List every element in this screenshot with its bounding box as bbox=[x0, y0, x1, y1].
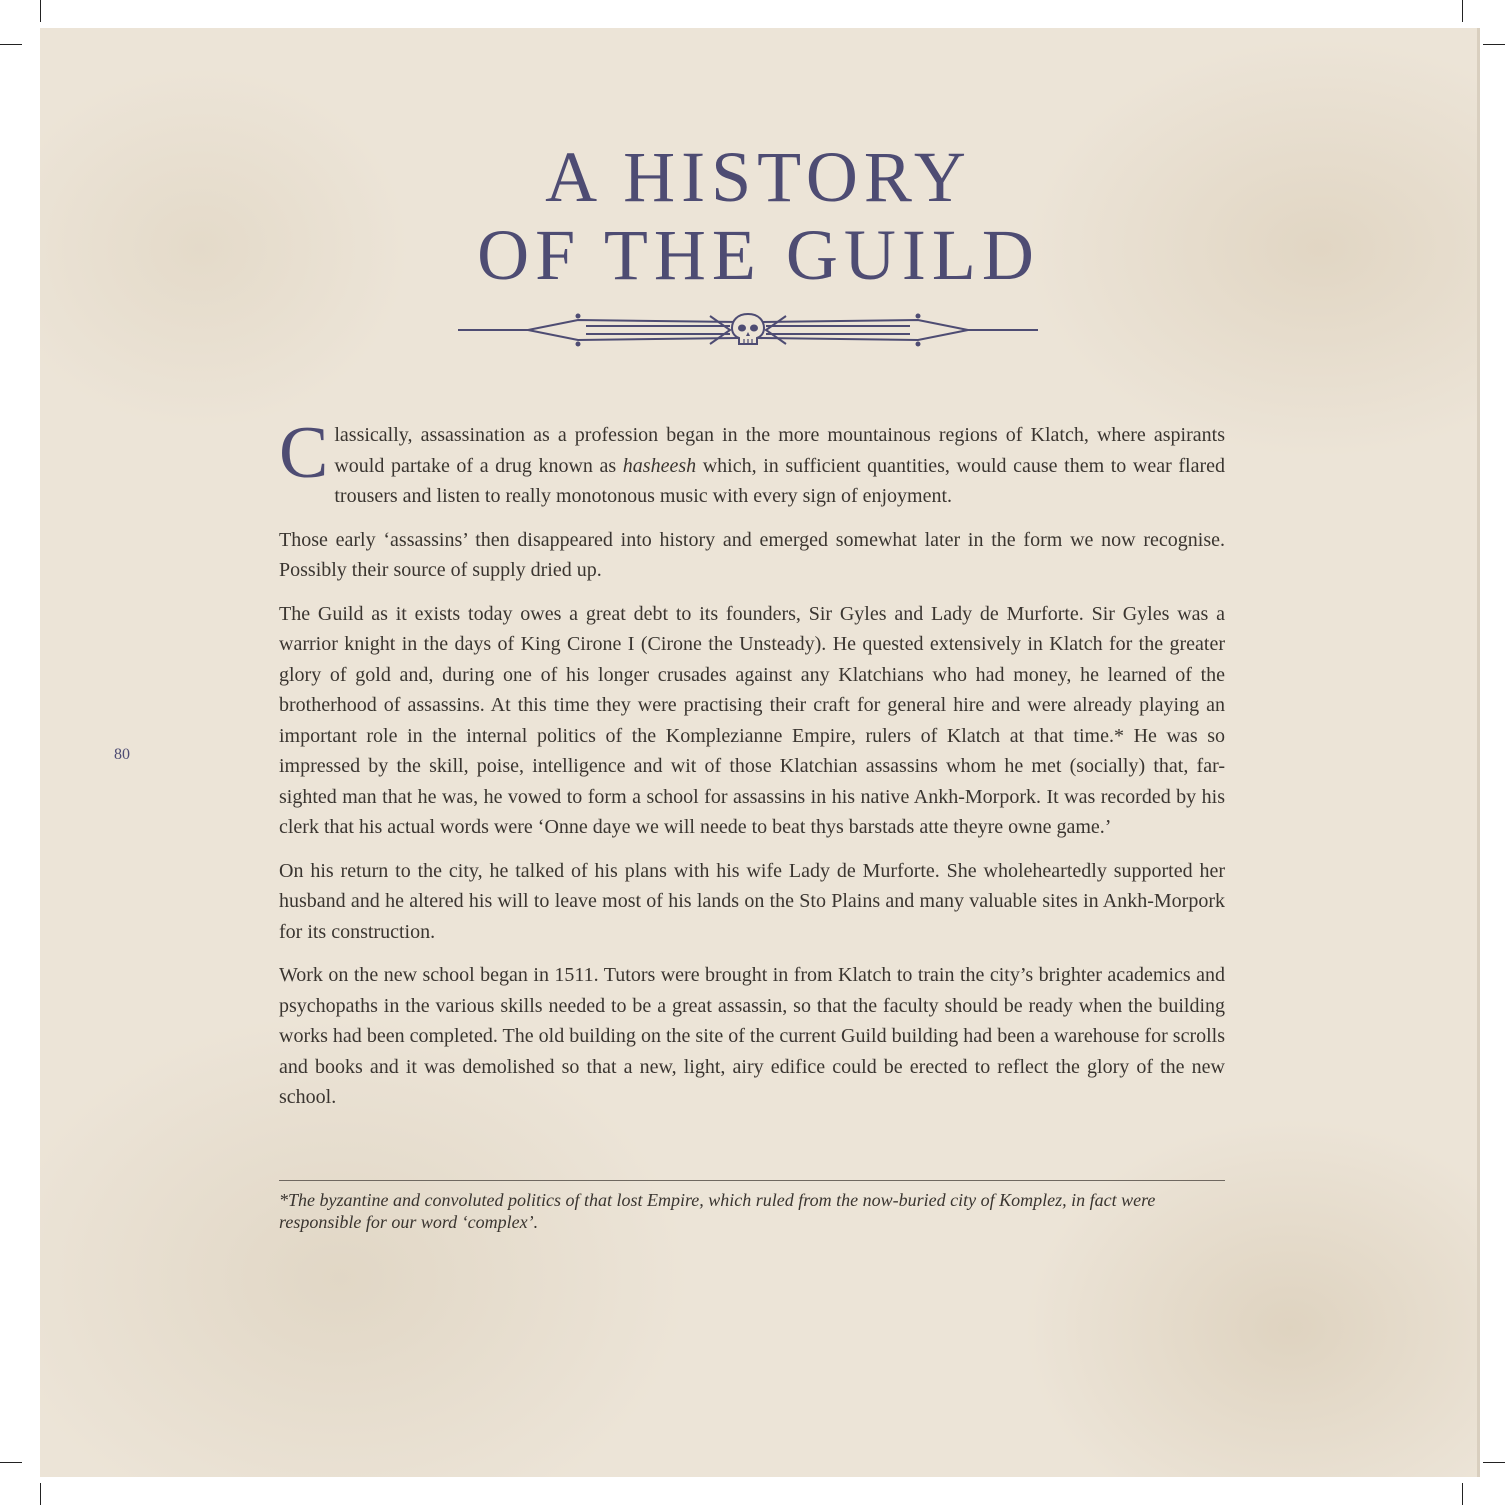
divider-flourish-right bbox=[758, 316, 1038, 344]
crop-mark bbox=[1462, 1483, 1463, 1505]
page-number: 80 bbox=[114, 746, 130, 763]
paragraph-2: Those early ‘assassins’ then disappeared into history and emerged somewhat later in the form we now recognise. Possibly their source of supply dried up. bbox=[279, 528, 1225, 581]
paragraph-5: Work on the new school began in 1511. Tutors were brought in from Klatch to train the city’s brighter academics and psychopaths in the various skills needed to be a great assassin, so that the faculty should be ready when the building works had been completed. The old building on the site of the current Guild building had been a warehouse for scrolls and books and it was demolished so that a new, light, airy edifice could be erected to reflect the glory of the new school. bbox=[279, 964, 1225, 1108]
crop-mark bbox=[0, 1462, 22, 1463]
paragraph-1-text-a: lassically, assassination as a profession began in the more mountainous regions of Klatch, where aspirants would partake of a drug known as bbox=[334, 424, 1225, 477]
paragraph-3: The Guild as it exists today owes a great debt to its founders, Sir Gyles and Lady de Murforte. Sir Gyles was a warrior knight in the days of King Cirone I (Cirone the Unsteady). He quested extensively in Klatch for the greater glory of gold and, during one of his longer crusades against any Klatchians who had money, he learned of the brotherhood of assassins. At this time they were practising their craft for general hire and were already playing an important role in the internal politics of the Komplezianne Empire, rulers of Klatch at that time.* He was so impressed by the skill, poise, intelligence and wit of those Klatchian assassins whom he met (socially) that, far-sighted man that he was, he vowed to form a school for assassins in his native Ankh-Morpork. It was recorded by his clerk that his actual words were ‘Onne daye we will neede to beat thys barstads atte theyre owne game.’ bbox=[279, 602, 1225, 838]
page-title bbox=[40, 138, 1477, 294]
page-edge bbox=[1477, 28, 1480, 1477]
crop-mark bbox=[1462, 0, 1463, 22]
crop-mark bbox=[1483, 44, 1505, 45]
skull-icon bbox=[732, 314, 764, 344]
crop-mark bbox=[40, 0, 41, 22]
article-body bbox=[279, 412, 1226, 1126]
crop-mark bbox=[40, 1483, 41, 1505]
title-line-2: OF THE GUILD bbox=[477, 215, 1040, 295]
crop-mark bbox=[0, 44, 22, 45]
crop-mark bbox=[1483, 1462, 1505, 1463]
divider-flourish-left bbox=[458, 316, 738, 344]
footnote: *The byzantine and convoluted politics of that lost Empire, which ruled from the now-buried city of Komplez, in fact were responsible for our word ‘complex’. bbox=[279, 1190, 1156, 1232]
ornament-dot bbox=[576, 314, 581, 319]
paragraph-1-text-b: which, in sufficient quantities, would cause them to wear flared trousers and listen to really monotonous music with every sign of enjoyment. bbox=[334, 454, 1226, 507]
ornament-dot bbox=[576, 342, 581, 347]
drop-cap: C bbox=[279, 412, 329, 494]
paragraph-1 bbox=[279, 412, 1226, 512]
title-line-1: A HISTORY bbox=[545, 137, 972, 217]
footnote-divider bbox=[279, 1180, 1225, 1181]
ornament-dot bbox=[916, 314, 921, 319]
paragraph-4: On his return to the city, he talked of his plans with his wife Lady de Murforte. She wholeheartedly supported her husband and he altered his will to leave most of his lands on the Sto Plains and many valuable sites in Ankh-Morpork for its construction. bbox=[279, 859, 1225, 943]
paragraph-1-italic: hasheesh bbox=[622, 454, 697, 477]
ornament-divider bbox=[448, 306, 1048, 356]
ornament-dot bbox=[916, 342, 921, 347]
